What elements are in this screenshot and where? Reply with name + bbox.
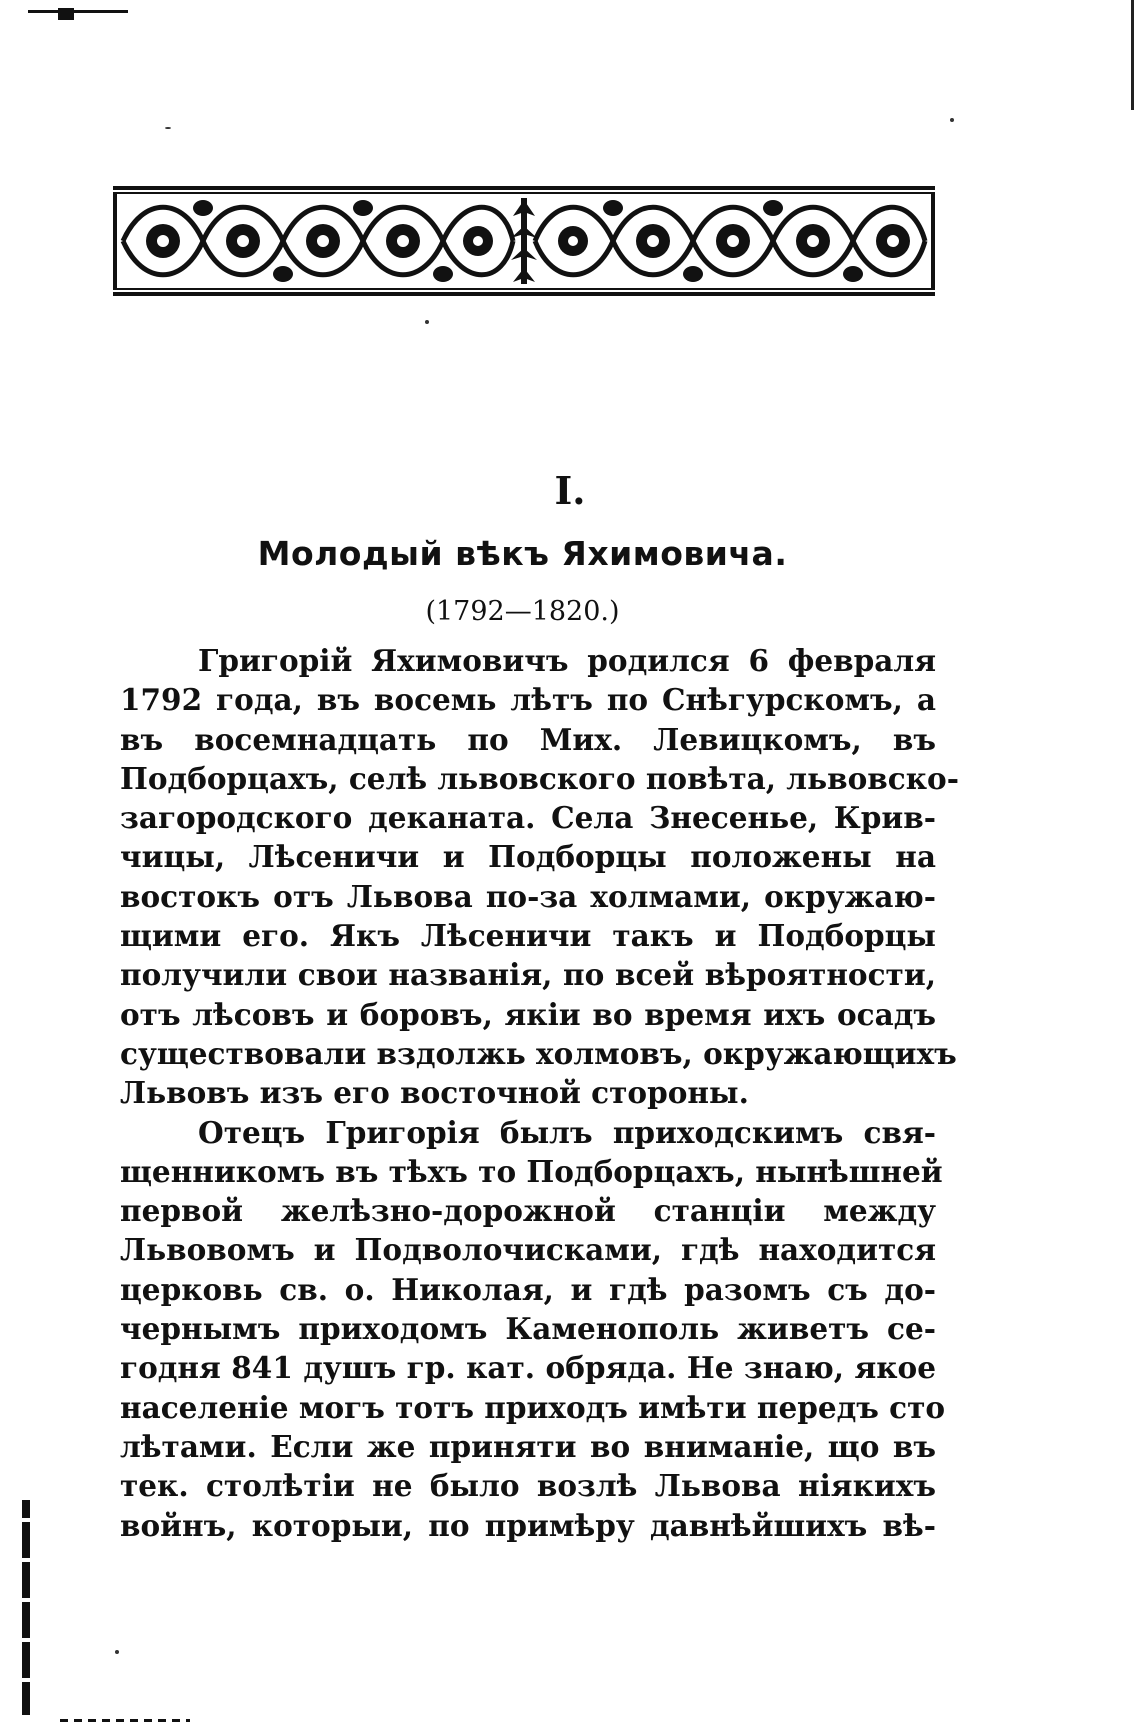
text-line: войнъ, которыи, по примѣру давнѣйшихъ вѣ- <box>120 1507 936 1543</box>
scan-blot-top-left <box>58 8 74 20</box>
floral-ornament-icon <box>113 186 935 296</box>
text-line: получили свои названія, по всей вѣроятности, <box>120 957 936 993</box>
scan-speck <box>165 127 171 129</box>
text-line: въ восемнадцать по Мих. Левицкомъ, въ <box>120 721 936 757</box>
text-line: востокъ отъ Львова по-за холмами, окружаю- <box>120 878 936 914</box>
scan-edge-right <box>1131 0 1134 110</box>
text-line: Львовомъ и Подволочисками, гдѣ находится <box>120 1232 936 1268</box>
text-line: тек. столѣтіи не было возлѣ Львова ніякихъ <box>120 1468 936 1504</box>
text-line: Отецъ Григорія былъ приходскимъ свя- <box>198 1114 936 1150</box>
text-line: загородского деканата. Села Знесенье, Крив- <box>120 800 936 836</box>
scan-speck <box>115 1650 119 1654</box>
text-line: отъ лѣсовъ и боровъ, якіи во время ихъ осадъ <box>120 996 936 1032</box>
text-line: церковь св. о. Николая, и гдѣ разомъ съ до- <box>120 1271 936 1307</box>
text-line: Григорій Яхимовичъ родился 6 февраля <box>198 643 936 678</box>
scan-speck <box>950 118 954 122</box>
text-line: щенникомъ въ тѣхъ то Подборцахъ, нынѣшней <box>120 1153 943 1189</box>
text-line: первой желѣзно-дорожной станціи между <box>120 1193 936 1229</box>
chapter-years: (1792—1820.) <box>425 596 620 627</box>
text-line: 1792 года, въ восемь лѣтъ по Снѣгурскомъ, а <box>120 682 936 718</box>
scan-mark-top-left <box>28 10 128 13</box>
text-line: населеніе могъ тотъ приходъ имѣти передъ сто <box>120 1389 946 1425</box>
text-line: Подборцахъ, селѣ львовского повѣта, львовско- <box>120 760 959 796</box>
scan-dots-bottom <box>60 1719 190 1722</box>
text-line: чернымъ приходомъ Каменополь живетъ се- <box>120 1311 936 1347</box>
text-line: существовали вздолжь холмовъ, окружающихъ <box>120 1035 957 1071</box>
body-text <box>120 641 959 1545</box>
chapter-number: I. <box>554 468 586 513</box>
text-line: лѣтами. Если же приняти во вниманіе, що въ <box>120 1428 936 1464</box>
scan-speck <box>425 320 429 324</box>
text-line: годня 841 душъ гр. кат. обряда. Не знаю, якое <box>120 1350 936 1386</box>
scan-edge-left <box>22 1500 30 1715</box>
text-line: Львовъ изъ его восточной стороны. <box>120 1075 749 1111</box>
chapter-title: Молодый вѣкъ Яхимовича. <box>257 534 788 573</box>
text-line: щими его. Якъ Лѣсеничи такъ и Подборцы <box>120 918 936 954</box>
text-line: чицы, Лѣсеничи и Подборцы положены на <box>120 839 936 875</box>
